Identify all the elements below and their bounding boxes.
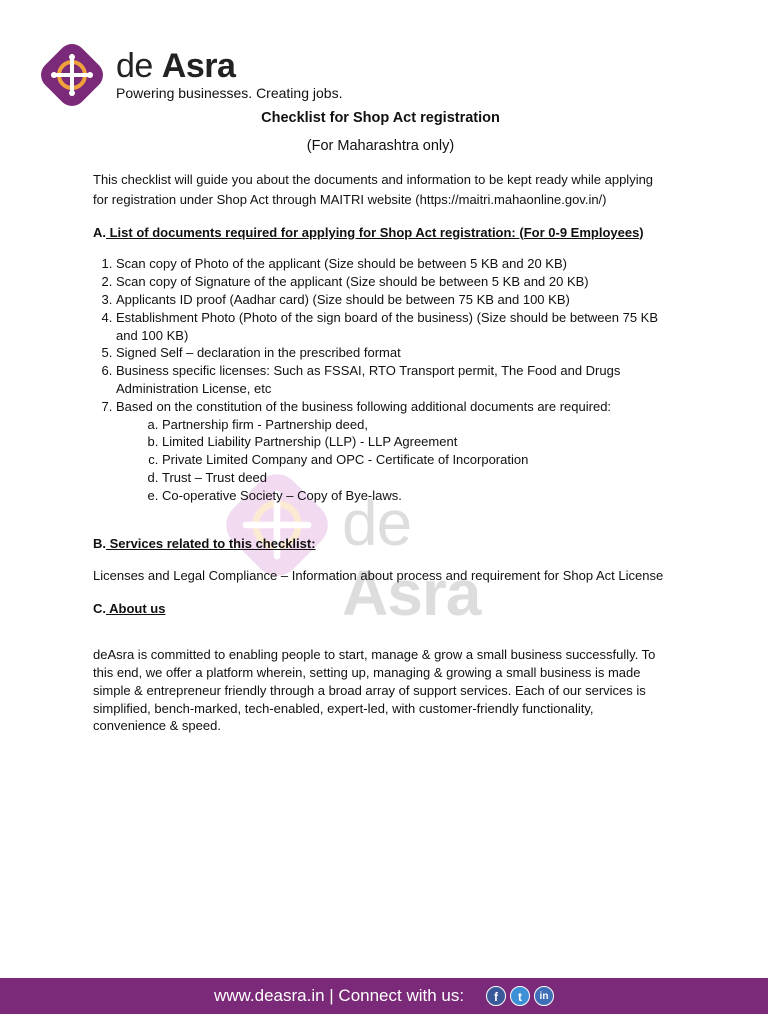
list-item: 3. Applicants ID proof (Aadhar card) (Size should be between 75 KB and 100 KB): [116, 291, 668, 309]
about-paragraph: deAsra is committed to enabling people to start, manage & grow a small business successfully. To this end, we offer a platform wherein, setting up, managing & growing a small business is made simple & entrepreneur friendly through a broad array of support services. Each of our services is simplified, bench-marked, tech-enabled, expert-led, with customer-friendly functionality, convenience & speed.: [93, 647, 656, 734]
document-body: [93, 106, 668, 735]
section-a-title: List of documents required for applying for Shop Act registration: (For 0-9 Employees): [106, 224, 644, 240]
sub-list-item: b. Limited Liability Partnership (LLP) - LLP Agreement: [162, 433, 668, 451]
section-c-heading: [93, 600, 668, 618]
list-item: 4. Establishment Photo (Photo of the sign board of the business) (Size should be between 75 KB and 100 KB): [116, 309, 668, 345]
list-item: 5. Signed Self – declaration in the prescribed format: [116, 344, 668, 362]
linkedin-icon[interactable]: in: [534, 986, 554, 1006]
section-a-prefix: A.: [93, 224, 106, 240]
list-item: 1. Scan copy of Photo of the applicant (Size should be between 5 KB and 20 KB): [116, 255, 668, 273]
section-b-title: Services related to this checklist:: [106, 535, 316, 551]
watermark-prefix: de: [342, 487, 412, 559]
section-b-prefix: B.: [93, 535, 106, 551]
constitution-sublist: [116, 416, 668, 505]
footer-bar: [0, 978, 768, 1014]
section-b-heading: [93, 535, 668, 553]
brand-tagline: Powering businesses. Creating jobs.: [116, 85, 343, 101]
brand-name: Asra: [161, 47, 236, 85]
list-item: 6. Business specific licenses: Such as FSSAI, RTO Transport permit, The Food and Drugs Administration License, etc: [116, 362, 668, 398]
document-subtitle: (For Maharashtra only): [306, 137, 455, 154]
list-item: 2. Scan copy of Signature of the applicant (Size should be between 5 KB and 20 KB): [116, 273, 668, 291]
sub-list-item: c. Private Limited Company and OPC - Certificate of Incorporation: [162, 451, 668, 469]
watermark-name: Asra: [342, 557, 481, 629]
twitter-icon[interactable]: t: [510, 986, 530, 1006]
list-item-constitution: [116, 398, 668, 505]
list-item-text: Based on the constitution of the business following additional documents are required:: [116, 398, 612, 414]
deasra-logo-icon: [36, 42, 108, 108]
services-paragraph: Licenses and Legal Compliance – Information about process and requirement for Shop Act License: [93, 568, 664, 584]
section-c-prefix: C.: [93, 601, 106, 617]
facebook-icon[interactable]: f: [486, 986, 506, 1006]
section-c-title: About us: [106, 601, 166, 617]
brand-wordmark: [116, 46, 235, 86]
brand-logo: [36, 42, 346, 108]
section-a-heading: [93, 224, 668, 242]
document-title: Checklist for Shop Act registration: [261, 110, 500, 126]
footer-text: www.deasra.in | Connect with us:: [214, 986, 465, 1005]
brand-prefix: de: [116, 47, 153, 85]
sub-list-item: a. Partnership firm - Partnership deed,: [162, 416, 668, 434]
sub-list-item: d. Trust – Trust deed: [162, 469, 668, 487]
intro-paragraph: This checklist will guide you about the documents and information to be kept ready while applying for registration under Shop Act through MAITRI website (https://maitri.mahaonline.gov.in/): [93, 171, 654, 207]
documents-list: [93, 255, 668, 504]
sub-list-item: e. Co-operative Society – Copy of Bye-laws.: [162, 487, 668, 505]
